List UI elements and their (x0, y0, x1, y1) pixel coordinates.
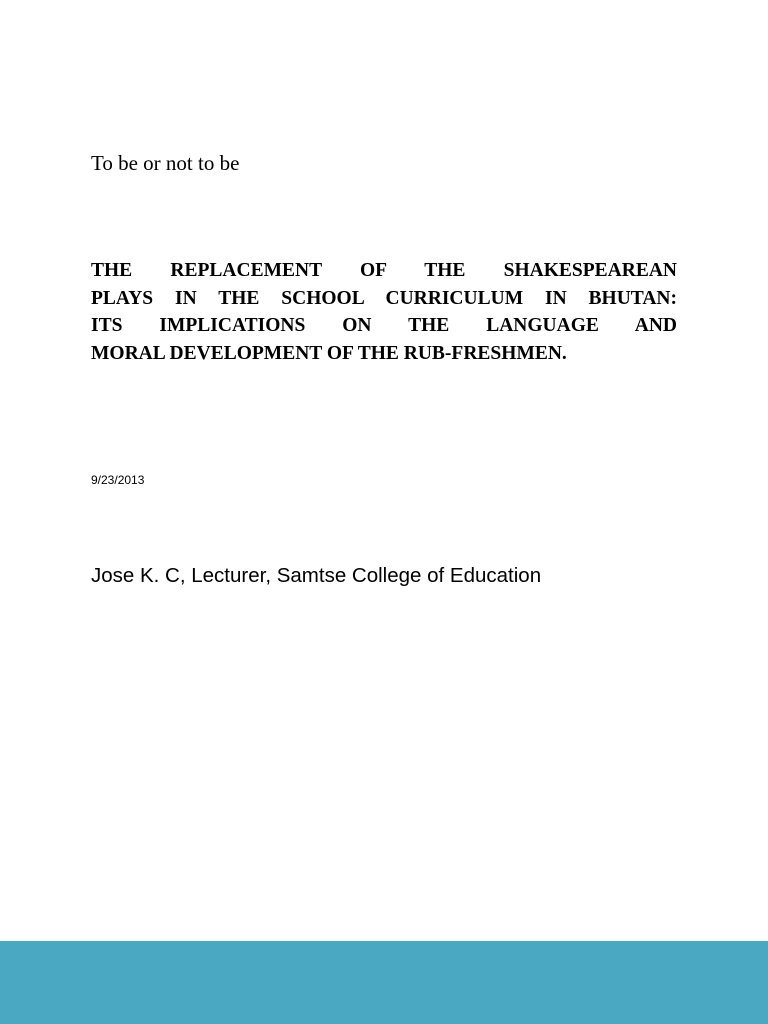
document-author: Jose K. C, Lecturer, Samtse College of Education (91, 564, 542, 587)
title-line: PLAYS IN THE SCHOOL CURRICULUM IN BHUTAN: (91, 287, 677, 309)
footer-band (0, 941, 768, 1024)
title-line: THE REPLACEMENT OF THE SHAKESPEAREAN (91, 260, 677, 281)
title-line: ITS IMPLICATIONS ON THE LANGUAGE AND (91, 315, 677, 336)
document-subtitle: To be or not to be (91, 151, 240, 175)
document-date: 9/23/2013 (91, 473, 145, 487)
title-line: MORAL DEVELOPMENT OF THE RUB-FRESHMEN. (91, 342, 567, 364)
document-title (91, 257, 677, 367)
